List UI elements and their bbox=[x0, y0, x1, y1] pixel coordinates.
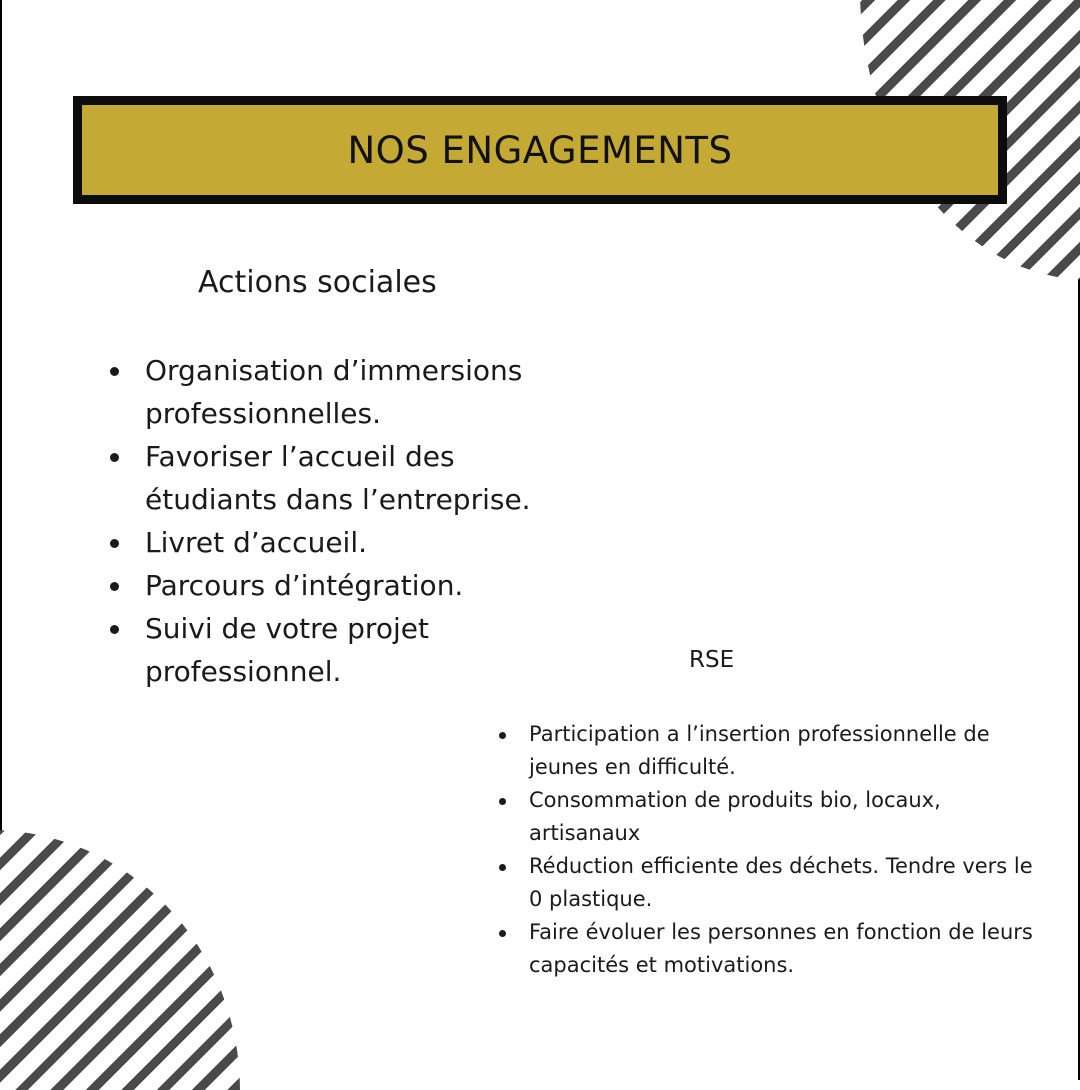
list-item: Organisation d’immersions professionnelles. bbox=[110, 349, 580, 435]
list-item: Parcours d’intégration. bbox=[110, 564, 580, 607]
page-title: NOS ENGAGEMENTS bbox=[347, 128, 733, 172]
list-item: Participation a l’insertion professionnelle de jeunes en difficulté. bbox=[498, 718, 1038, 784]
rse-heading: RSE bbox=[689, 647, 735, 673]
list-item: Réduction efficiente des déchets. Tendre vers le 0 plastique. bbox=[498, 850, 1038, 916]
list-item: Suivi de votre projet professionnel. bbox=[110, 607, 580, 693]
list-item: Consommation de produits bio, locaux, artisanaux bbox=[498, 784, 1038, 850]
decorative-stripes-bottom-left bbox=[0, 830, 240, 1090]
list-item: Livret d’accueil. bbox=[110, 521, 580, 564]
social-actions-heading: Actions sociales bbox=[198, 265, 437, 300]
list-item: Faire évoluer les personnes en fonction de leurs capacités et motivations. bbox=[498, 916, 1038, 982]
social-actions-list bbox=[110, 349, 580, 693]
list-item: Favoriser l’accueil des étudiants dans l’entreprise. bbox=[110, 435, 580, 521]
rse-list bbox=[498, 718, 1038, 982]
title-banner bbox=[73, 96, 1007, 204]
